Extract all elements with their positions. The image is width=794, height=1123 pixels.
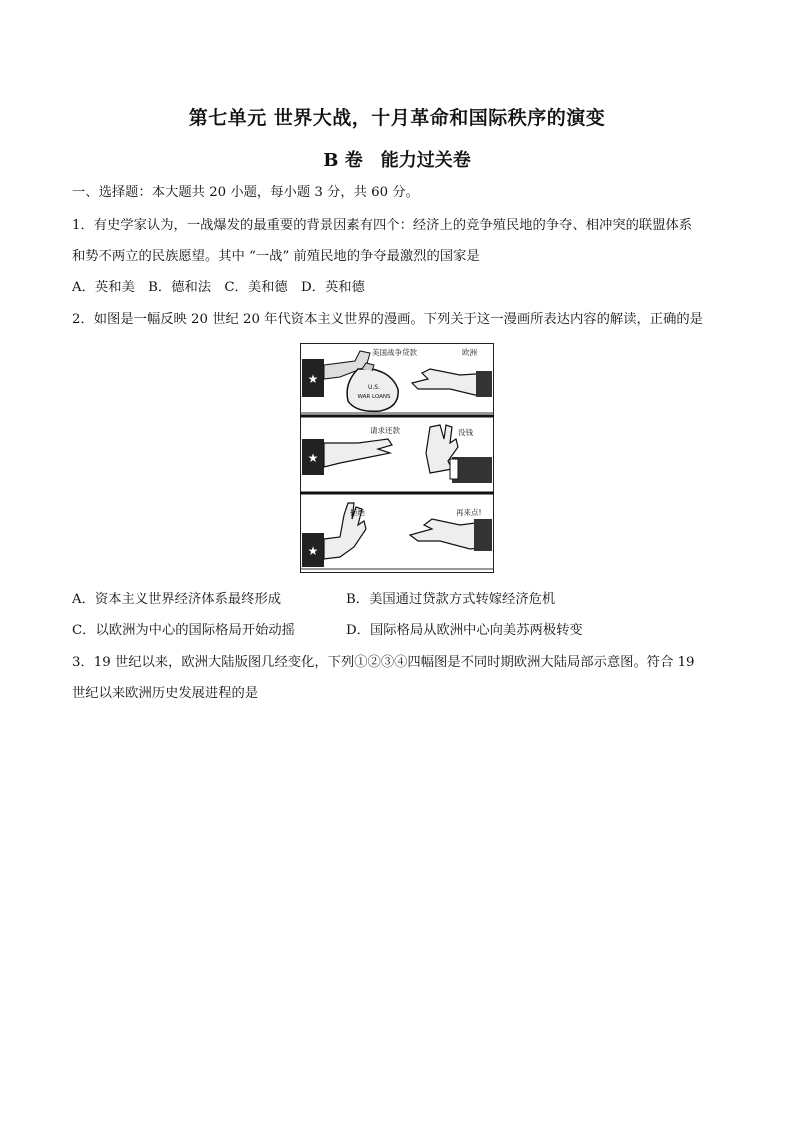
panel2-right-caption: 没钱 xyxy=(458,428,473,437)
svg-text:★: ★ xyxy=(307,451,319,465)
q3-stem-line-2: 世纪以来欧洲历史发展进程的是 xyxy=(72,686,259,701)
section-instructions: 一、选择题：本大题共 20 小题，每小题 3 分，共 60 分。 xyxy=(72,185,419,200)
q2-option-a: A．资本主义世界经济体系最终形成 xyxy=(72,592,282,607)
q1-stem-line-2: 和势不两立的民族愿望。其中 “一战” 前殖民地的争夺最激烈的国家是 xyxy=(72,249,480,264)
panel3-right-caption: 再来点! xyxy=(456,508,482,517)
q2-option-d: D．国际格局从欧洲中心向美苏两极转变 xyxy=(346,623,583,638)
panel3-left-caption: 拒绝 xyxy=(350,508,365,517)
comic-panel-2 xyxy=(302,425,492,483)
svg-text:★: ★ xyxy=(307,544,319,558)
comic-illustration xyxy=(300,343,494,573)
panel1-right-caption: 欧洲 xyxy=(462,348,477,357)
svg-text:★: ★ xyxy=(307,372,319,386)
page-subtitle: B 卷 能力过关卷 xyxy=(323,150,471,171)
panel1-left-caption: 美国战争贷款 xyxy=(372,348,417,357)
q3-stem-line-1: 3．19 世纪以来，欧洲大陆版图几经变化，下列①②③④四幅图是不同时期欧洲大陆局部示意图。符合 19 xyxy=(72,655,695,670)
comic-panel-1 xyxy=(300,347,494,413)
q2-option-c: C．以欧洲为中心的国际格局开始动摇 xyxy=(72,623,295,638)
q2-stem-line-1: 2．如图是一幅反映 20 世纪 20 年代资本主义世界的漫画。下列关于这一漫画所表达内容的解读，正确的是 xyxy=(72,312,703,327)
panel2-left-caption: 请求还款 xyxy=(370,426,400,435)
q2-option-b: B．美国通过贷款方式转嫁经济危机 xyxy=(346,592,556,607)
page-title: 第七单元 世界大战，十月革命和国际秩序的演变 xyxy=(188,107,606,129)
bag-text-1: U.S. xyxy=(367,384,381,391)
q1-options: A．英和美 B．德和法 C．美和德 D．英和德 xyxy=(72,280,365,295)
comic-panel-3 xyxy=(300,503,494,569)
bag-text-2: WAR LOANS xyxy=(357,394,391,400)
q1-stem-line-1: 1．有史学家认为，一战爆发的最重要的背景因素有四个：经济上的竞争殖民地的争夺、相冲突的联盟体系 xyxy=(72,218,693,233)
